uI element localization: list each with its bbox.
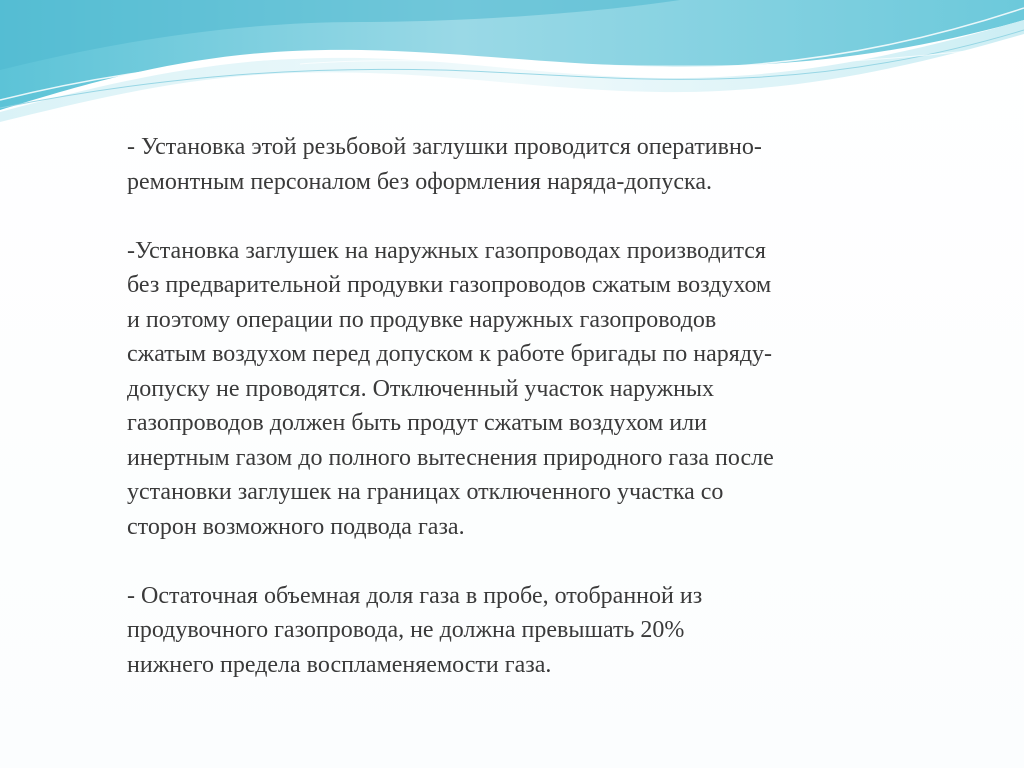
paragraph-plug-installation: - Установка этой резьбовой заглушки проводится оперативно- ремонтным персоналом без оформления наряда-допуска. — [127, 134, 762, 195]
slide-body — [127, 130, 917, 682]
decorative-wave-banner — [0, 0, 1024, 140]
paragraph-external-pipelines: -Установка заглушек на наружных газопроводах производится без предварительной продувки газопроводов сжатым воздухом и поэтому операции по продувке наружных газопроводов сжатым воздухом перед допуском к работе бригады по наряду- допуску не проводятся. Отключенный участок наружных газопроводов должен быть продут сжатым воздухом или инертным газом до полного вытеснения природного газа после установки заглушек на границах отключенного участка со сторон возможного подвода газа. — [127, 237, 774, 540]
paragraph-residual-gas-fraction: - Остаточная объемная доля газа в пробе, отобранной из продувочного газопровода, не должна превышать 20% нижнего предела воспламеняемости газа. — [127, 582, 703, 678]
